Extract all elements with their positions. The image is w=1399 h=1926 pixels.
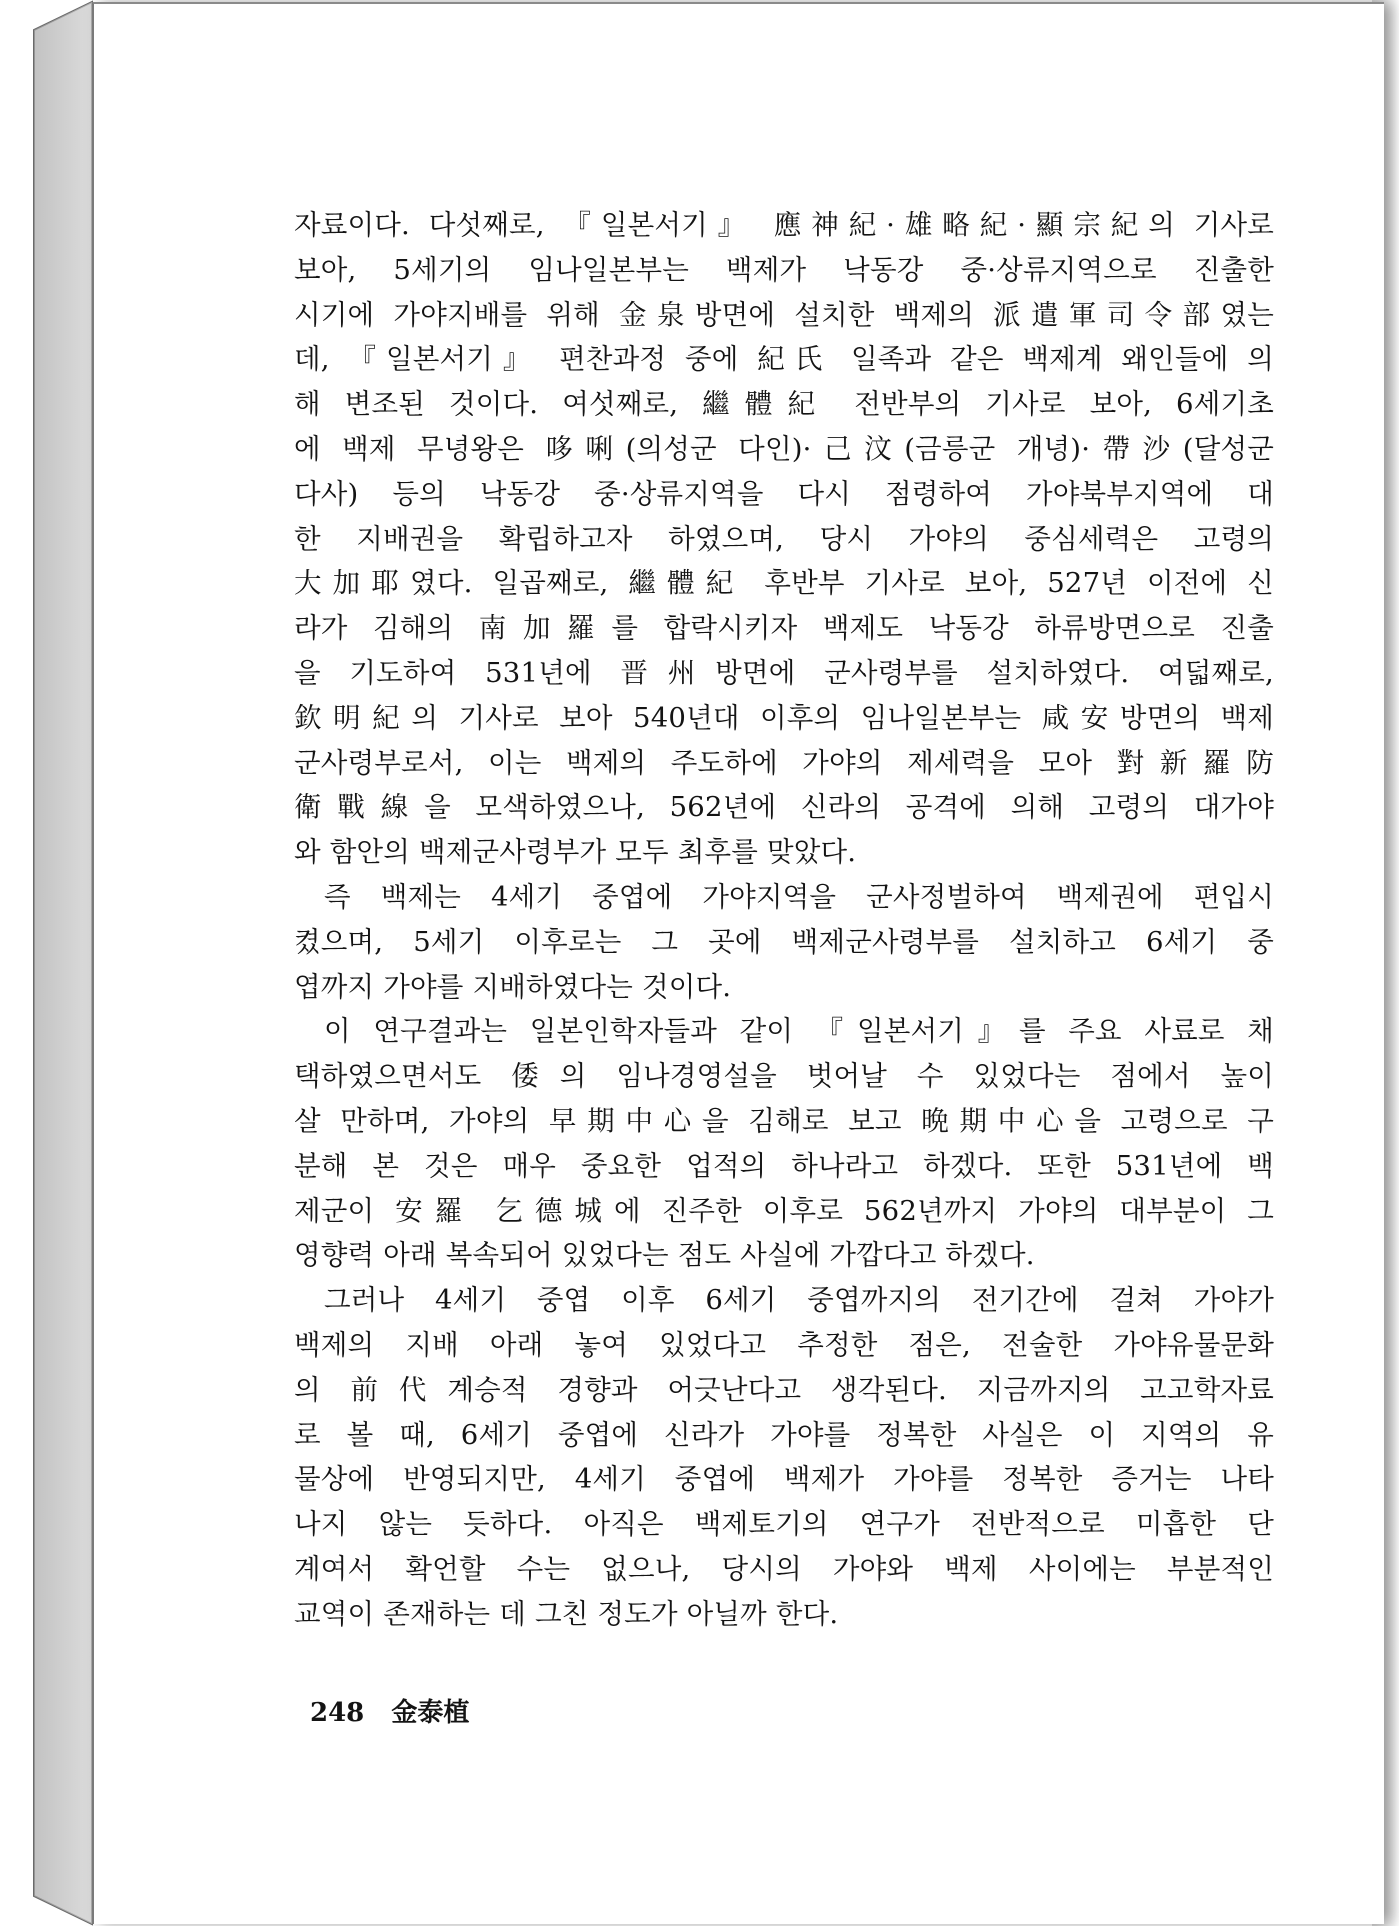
text-line: 분해 본 것은 매우 중요한 업적의 하나라고 하겠다. 또한 531년에 백 [294, 1149, 1274, 1182]
text-line: 해 변조된 것이다. 여섯째로, 繼體紀 전반부의 기사로 보아, 6세기초 [294, 388, 1274, 421]
text-line: 데, 『일본서기』 편찬과정 중에 紀氏 일족과 같은 백제계 왜인들에 의 [294, 343, 1274, 376]
text-line: 켰으며, 5세기 이후로는 그 곳에 백제군사령부를 설치하고 6세기 중 [294, 925, 1274, 958]
paragraph-1 [294, 203, 1274, 875]
text-line: 계여서 확언할 수는 없으나, 당시의 가야와 백제 사이에는 부분적인 [294, 1552, 1274, 1585]
text-line: 한 지배권을 확립하고자 하였으며, 당시 가야의 중심세력은 고령의 [294, 522, 1274, 555]
text-line: 衛戰線을 모색하였으나, 562년에 신라의 공격에 의해 고령의 대가야 [294, 791, 1274, 824]
page-number: 248 [310, 1698, 365, 1728]
body-text [294, 203, 1274, 1637]
text-line: 라가 김해의 南加羅를 합락시키자 백제도 낙동강 하류방면으로 진출 [294, 612, 1274, 645]
text-line: 에 백제 무녕왕은 哆唎(의성군 다인)·己汶(금릉군 개녕)·帶沙(달성군 [294, 432, 1274, 465]
text-line: 와 함안의 백제군사령부가 모두 최후를 맞았다. [294, 836, 857, 869]
text-line: 백제의 지배 아래 놓여 있었다고 추정한 점은, 전술한 가야유물문화 [294, 1328, 1274, 1361]
text-line: 군사령부로서, 이는 백제의 주도하에 가야의 제세력을 모아 對新羅防 [294, 746, 1274, 779]
page-footer [310, 1692, 469, 1729]
text-line: 로 볼 때, 6세기 중엽에 신라가 가야를 정복한 사실은 이 지역의 유 [294, 1418, 1274, 1451]
text-line: 자료이다. 다섯째로, 『일본서기』 應神紀·雄略紀·顯宗紀의 기사로 [294, 209, 1274, 241]
text-line: 의 前代계승적 경향과 어긋난다고 생각된다. 지금까지의 고고학자료 [294, 1373, 1274, 1406]
paragraph-4 [294, 1278, 1274, 1636]
text-line: 을 기도하여 531년에 晋州방면에 군사령부를 설치하였다. 여덟째로, [294, 656, 1274, 689]
text-line: 택하였으면서도 倭의 임나경영설을 벗어날 수 있었다는 점에서 높이 [294, 1060, 1274, 1093]
text-line: 大加耶였다. 일곱째로, 繼體紀 후반부 기사로 보아, 527년 이전에 신 [294, 567, 1274, 600]
text-line: 이 연구결과는 일본인학자들과 같이 『일본서기』를 주요 사료로 채 [324, 1015, 1274, 1048]
text-line: 물상에 반영되지만, 4세기 중엽에 백제가 가야를 정복한 증거는 나타 [294, 1463, 1274, 1496]
text-line: 즉 백제는 4세기 중엽에 가야지역을 군사정벌하여 백제권에 편입시 [324, 880, 1274, 913]
paragraph-3 [294, 1009, 1274, 1278]
text-line: 살 만하며, 가야의 早期中心을 김해로 보고 晩期中心을 고령으로 구 [294, 1104, 1274, 1137]
paragraph-2 [294, 875, 1274, 1009]
running-author: 金泰植 [391, 1698, 470, 1728]
text-line: 나지 않는 듯하다. 아직은 백제토기의 연구가 전반적으로 미흡한 단 [294, 1508, 1274, 1541]
text-line: 제군이 安羅 乞德城에 진주한 이후로 562년까지 가야의 대부분이 그 [294, 1194, 1274, 1227]
text-line: 영향력 아래 복속되어 있었다는 점도 사실에 가깝다고 하겠다. [294, 1239, 1035, 1272]
text-line: 교역이 존재하는 데 그친 정도가 아닐까 한다. [294, 1597, 839, 1630]
text-line: 엽까지 가야를 지배하였다는 것이다. [294, 970, 732, 1003]
text-line: 그러나 4세기 중엽 이후 6세기 중엽까지의 전기간에 걸쳐 가야가 [324, 1284, 1274, 1317]
text-line: 欽明紀의 기사로 보아 540년대 이후의 임나일본부는 咸安방면의 백제 [294, 701, 1274, 734]
text-line: 다사) 등의 낙동강 중·상류지역을 다시 점령하여 가야북부지역에 대 [294, 477, 1274, 510]
text-line: 시기에 가야지배를 위해 金泉방면에 설치한 백제의 派遣軍司令部였는 [294, 298, 1274, 331]
text-line: 보아, 5세기의 임나일본부는 백제가 낙동강 중·상류지역으로 진출한 [294, 253, 1274, 286]
